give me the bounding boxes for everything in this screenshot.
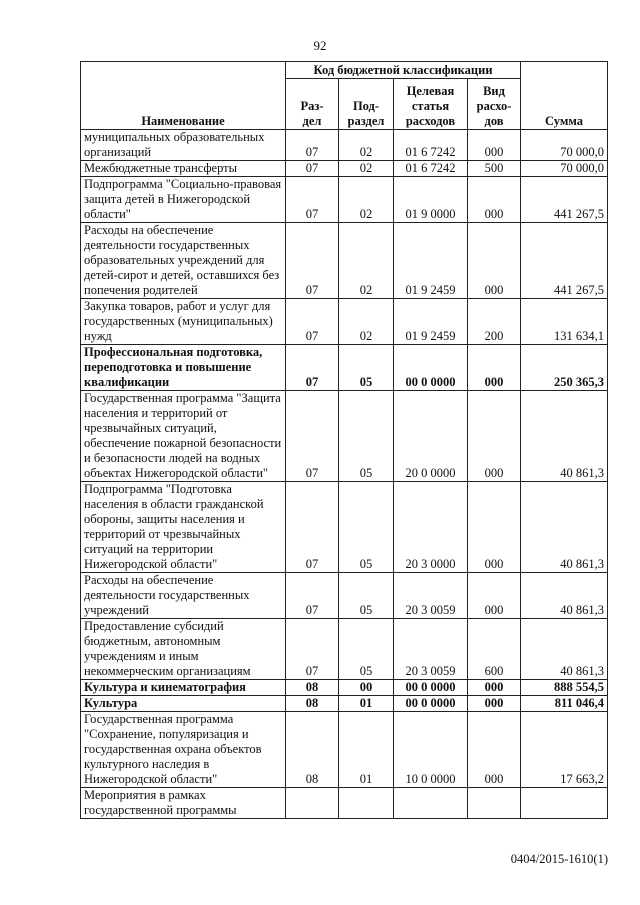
row-section: 07 <box>286 161 339 177</box>
row-subsection: 01 <box>339 696 394 712</box>
row-subsection: 02 <box>339 130 394 161</box>
row-target-item: 20 3 0000 <box>394 482 468 573</box>
header-sum: Сумма <box>521 62 608 130</box>
row-name: Расходы на обеспечение деятельности государственных образовательных учреждений для детей-сирот и детей, оставшихся без попечения родителей <box>81 223 286 299</box>
row-expense-type: 000 <box>468 391 521 482</box>
row-section: 08 <box>286 696 339 712</box>
row-sum: 441 267,5 <box>521 177 608 223</box>
row-sum: 131 634,1 <box>521 299 608 345</box>
row-section: 07 <box>286 573 339 619</box>
header-target-item: Целевая статья расходов <box>394 79 468 130</box>
row-section: 08 <box>286 680 339 696</box>
row-section: 08 <box>286 712 339 788</box>
row-sum: 40 861,3 <box>521 482 608 573</box>
row-target-item: 00 0 0000 <box>394 345 468 391</box>
row-subsection: 05 <box>339 482 394 573</box>
row-sum: 811 046,4 <box>521 696 608 712</box>
row-section: 07 <box>286 177 339 223</box>
row-subsection: 02 <box>339 161 394 177</box>
row-name: Расходы на обеспечение деятельности государственных учреждений <box>81 573 286 619</box>
row-target-item: 01 9 2459 <box>394 223 468 299</box>
table-body <box>81 130 608 819</box>
table-row <box>81 482 608 573</box>
row-section: 07 <box>286 619 339 680</box>
row-expense-type: 000 <box>468 573 521 619</box>
row-expense-type: 000 <box>468 223 521 299</box>
row-target-item: 00 0 0000 <box>394 680 468 696</box>
row-subsection: 05 <box>339 345 394 391</box>
table-row <box>81 712 608 788</box>
row-sum: 17 663,2 <box>521 712 608 788</box>
row-sum: 888 554,5 <box>521 680 608 696</box>
table-row <box>81 345 608 391</box>
row-expense-type: 600 <box>468 619 521 680</box>
row-subsection: 05 <box>339 573 394 619</box>
row-name: Государственная программа "Сохранение, популяризация и государственная охрана объектов культурного наследия в Нижегородской области" <box>81 712 286 788</box>
row-subsection <box>339 788 394 819</box>
header-classification-code: Код бюджетной классификации <box>286 62 521 79</box>
row-section: 07 <box>286 482 339 573</box>
table-row <box>81 299 608 345</box>
row-sum: 40 861,3 <box>521 619 608 680</box>
row-expense-type: 000 <box>468 696 521 712</box>
header-subsection: Под- раздел <box>339 79 394 130</box>
row-name: Закупка товаров, работ и услуг для государственных (муниципальных) нужд <box>81 299 286 345</box>
row-name: Культура и кинематография <box>81 680 286 696</box>
row-section <box>286 788 339 819</box>
row-expense-type: 500 <box>468 161 521 177</box>
table-row <box>81 130 608 161</box>
table-row <box>81 177 608 223</box>
row-expense-type: 000 <box>468 130 521 161</box>
row-target-item: 20 0 0000 <box>394 391 468 482</box>
page-number: 92 <box>313 38 327 53</box>
table-row <box>81 391 608 482</box>
row-expense-type <box>468 788 521 819</box>
row-sum <box>521 788 608 819</box>
row-section: 07 <box>286 299 339 345</box>
header-expense-type: Вид расхо- дов <box>468 79 521 130</box>
row-sum: 441 267,5 <box>521 223 608 299</box>
row-subsection: 02 <box>339 177 394 223</box>
table-row <box>81 696 608 712</box>
row-subsection: 05 <box>339 391 394 482</box>
row-target-item: 01 6 7242 <box>394 130 468 161</box>
table-row <box>81 223 608 299</box>
row-sum: 70 000,0 <box>521 161 608 177</box>
row-name: Подпрограмма "Социально-правовая защита детей в Нижегородской области" <box>81 177 286 223</box>
row-name: муниципальных образовательных организаций <box>81 130 286 161</box>
row-subsection: 05 <box>339 619 394 680</box>
row-name: Предоставление субсидий бюджетным, автономным учреждениям и иным некоммерческим организациям <box>81 619 286 680</box>
row-subsection: 02 <box>339 223 394 299</box>
row-target-item: 00 0 0000 <box>394 696 468 712</box>
row-section: 07 <box>286 130 339 161</box>
table-row <box>81 619 608 680</box>
table-row <box>81 161 608 177</box>
header-section: Раз- дел <box>286 79 339 130</box>
row-target-item <box>394 788 468 819</box>
row-target-item: 20 3 0059 <box>394 573 468 619</box>
row-expense-type: 000 <box>468 712 521 788</box>
row-section: 07 <box>286 391 339 482</box>
row-subsection: 02 <box>339 299 394 345</box>
row-target-item: 01 6 7242 <box>394 161 468 177</box>
row-name: Межбюджетные трансферты <box>81 161 286 177</box>
row-subsection: 01 <box>339 712 394 788</box>
row-name: Мероприятия в рамках государственной программы <box>81 788 286 819</box>
row-sum: 40 861,3 <box>521 391 608 482</box>
row-name: Государственная программа "Защита населения и территорий от чрезвычайных ситуаций, обеспечение пожарной безопасности и безопасности людей на водных объектах Нижегородской области" <box>81 391 286 482</box>
row-expense-type: 000 <box>468 680 521 696</box>
row-expense-type: 200 <box>468 299 521 345</box>
table-row <box>81 788 608 819</box>
row-sum: 40 861,3 <box>521 573 608 619</box>
table-row <box>81 680 608 696</box>
document-code: 0404/2015-1610(1) <box>510 852 608 866</box>
row-name: Культура <box>81 696 286 712</box>
row-subsection: 00 <box>339 680 394 696</box>
row-section: 07 <box>286 345 339 391</box>
row-target-item: 10 0 0000 <box>394 712 468 788</box>
row-expense-type: 000 <box>468 482 521 573</box>
row-expense-type: 000 <box>468 345 521 391</box>
header-name: Наименование <box>81 62 286 130</box>
row-sum: 70 000,0 <box>521 130 608 161</box>
row-target-item: 01 9 2459 <box>394 299 468 345</box>
row-expense-type: 000 <box>468 177 521 223</box>
row-sum: 250 365,3 <box>521 345 608 391</box>
budget-table <box>80 61 608 819</box>
row-name: Подпрограмма "Подготовка населения в области гражданской обороны, защиты населения и территорий от чрезвычайных ситуаций на территории Нижегородской области" <box>81 482 286 573</box>
row-section: 07 <box>286 223 339 299</box>
row-target-item: 01 9 0000 <box>394 177 468 223</box>
row-target-item: 20 3 0059 <box>394 619 468 680</box>
table-row <box>81 573 608 619</box>
row-name: Профессиональная подготовка, переподготовка и повышение квалификации <box>81 345 286 391</box>
